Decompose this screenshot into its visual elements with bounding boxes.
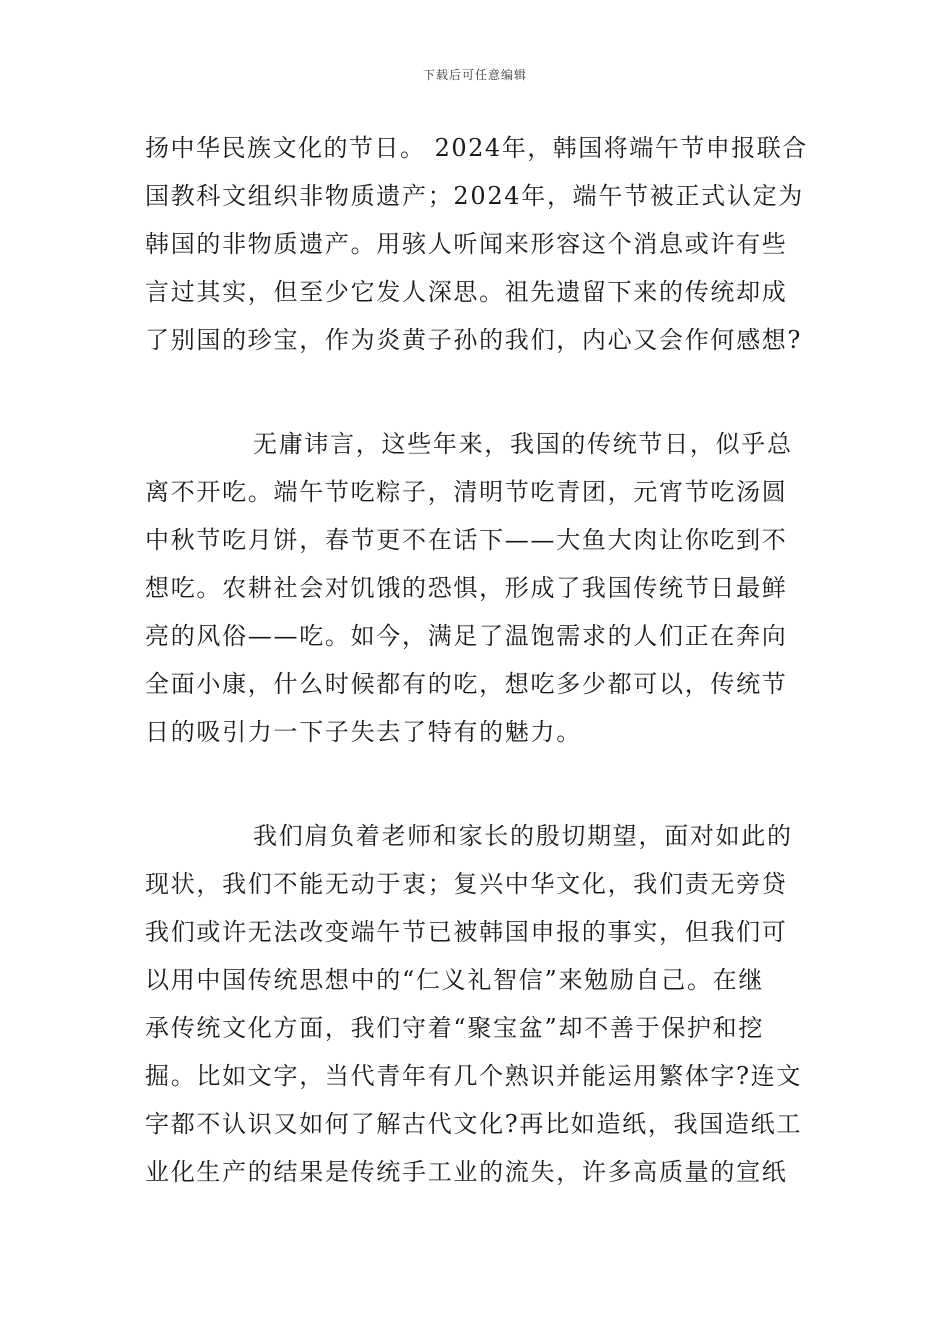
text-line: 现状，我们不能无动于衷；复兴中华文化，我们责无旁贷 bbox=[145, 870, 788, 898]
text-line: 字都不认识又如何了解古代文化?再比如造纸，我国造纸工 bbox=[145, 1110, 803, 1138]
text-line: 掘。比如文字，当代青年有几个熟识并能运用繁体字?连文 bbox=[145, 1062, 803, 1090]
text-line: 亮的风俗——吃。如今，满足了温饱需求的人们正在奔向 bbox=[145, 622, 788, 650]
text-line: 全面小康，什么时候都有的吃，想吃多少都可以，传统节 bbox=[145, 670, 788, 698]
text-line: 韩国的非物质遗产。用骇人听闻来形容这个消息或许有些 bbox=[145, 230, 788, 258]
paragraph-3 bbox=[145, 812, 810, 1196]
document-body bbox=[145, 124, 810, 1196]
text-line: 日的吸引力一下子失去了特有的魅力。 bbox=[145, 718, 582, 746]
paragraph-spacer bbox=[145, 756, 810, 812]
text-line: 我们肩负着老师和家长的殷切期望，面对如此的 bbox=[253, 822, 793, 850]
text-line: 承传统文化方面，我们守着“聚宝盆”却不善于保护和挖 bbox=[145, 1014, 765, 1042]
text-line: 言过其实，但至少它发人深思。祖先遗留下来的传统却成 bbox=[145, 278, 788, 306]
text-line: 了别国的珍宝，作为炎黄子孙的我们，内心又会作何感想? bbox=[145, 326, 803, 354]
text-line: 以用中国传统思想中的“仁义礼智信”来勉励自己。在继 bbox=[145, 966, 765, 994]
paragraph-2 bbox=[145, 420, 810, 756]
text-line: 中秋节吃月饼，春节更不在话下——大鱼大肉让你吃到不 bbox=[145, 526, 788, 554]
text-line: 离不开吃。端午节吃粽子，清明节吃青团，元宵节吃汤圆 bbox=[145, 478, 788, 506]
text-line: 无庸讳言，这些年来，我国的传统节日，似乎总 bbox=[253, 430, 793, 458]
text-line: 国教科文组织非物质遗产；2024年，端午节被正式认定为 bbox=[145, 182, 804, 210]
paragraph-1 bbox=[145, 124, 810, 364]
text-line: 业化生产的结果是传统手工业的流失，许多高质量的宣纸 bbox=[145, 1158, 788, 1186]
text-line: 扬中华民族文化的节日。 2024年，韩国将端午节申报联合 bbox=[145, 134, 808, 162]
page-header: 下载后可任意编辑 bbox=[422, 68, 527, 82]
text-line: 想吃。农耕社会对饥饿的恐惧，形成了我国传统节日最鲜 bbox=[145, 574, 788, 602]
paragraph-spacer bbox=[145, 364, 810, 420]
text-line: 我们或许无法改变端午节已被韩国申报的事实，但我们可 bbox=[145, 918, 788, 946]
